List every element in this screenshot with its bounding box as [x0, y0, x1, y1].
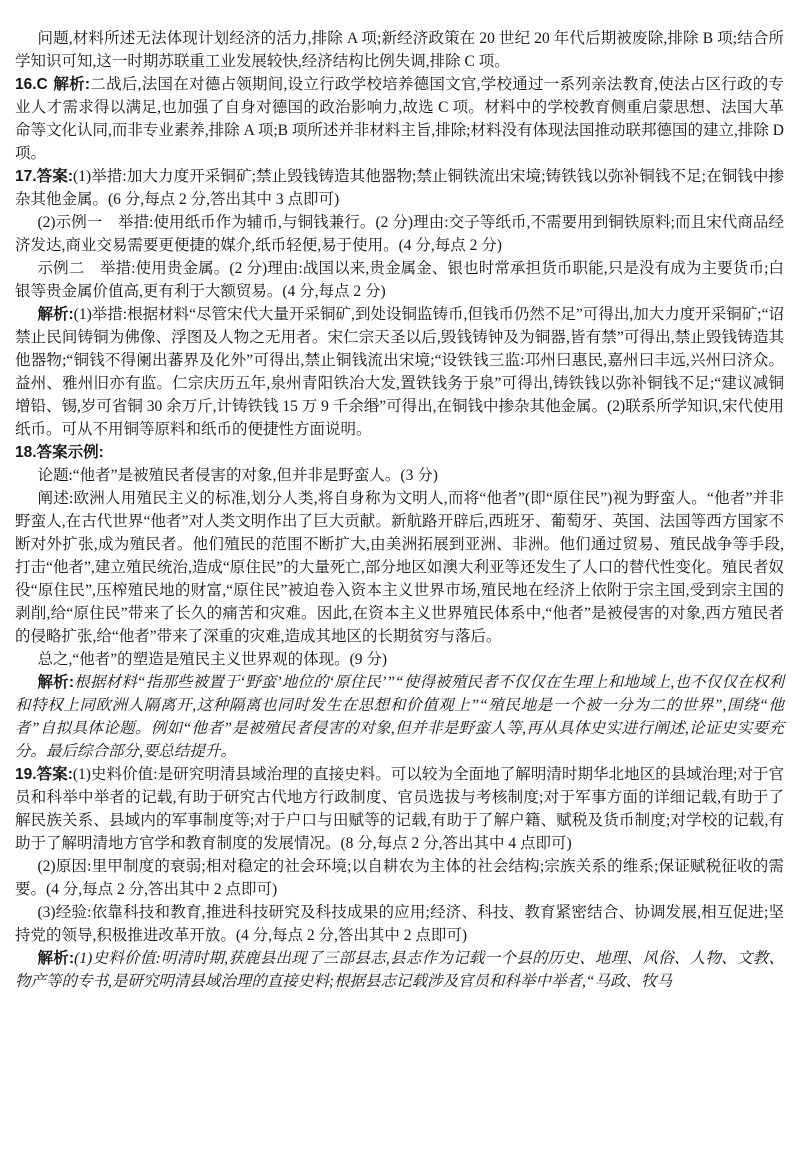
paragraph-text: 总之,“他者”的塑造是殖民主义世界观的体现。(9 分) [37, 651, 388, 668]
analysis-label: 解析: [53, 76, 91, 93]
item-number: 19. [15, 766, 37, 783]
paragraph-text: (1)史料价值:明清时期,获鹿县出现了三部县志,县志作为记载一个县的历史、地理、风俗、人物、文教、物产等的专书,是研究明清县域治理的直接史料;根据县志记载涉及官员和科举中举者,“马政、牧马 [15, 950, 784, 990]
answer-paragraph [15, 855, 784, 901]
item-lead-paragraph [15, 763, 784, 855]
item-lead-paragraph [15, 165, 784, 211]
answer-item-16 [15, 73, 784, 165]
paragraph-text: (2)原因:里甲制度的衰弱;相对稳定的社会环境;以自耕农为主体的社会结构;宗族关系的维系;保证赋税征收的需要。(4 分,每点 2 分,答出其中 2 点即可) [15, 858, 784, 898]
analysis-paragraph [15, 303, 784, 441]
elaboration-paragraph [15, 487, 784, 648]
answer-paragraph [15, 257, 784, 303]
answer-item-17 [15, 165, 784, 441]
item-number: 17. [15, 168, 37, 185]
paragraph-text: 问题,材料所述无法体现计划经济的活力,排除 A 项;新经济政策在 20 世纪 20 年代后期被废除,排除 B 项;结合所学知识可知,这一时期苏联重工业发展较快,经济结构比例失调,排除 C 项。 [15, 30, 784, 70]
answer-label: 答案: [36, 766, 73, 783]
paragraph-text: (1)举措:加大力度开采铜矿;禁止毁钱铸造其他器物;禁止铜铁流出宋境;铸铁钱以弥补铜钱不足;在铜钱中掺杂其他金属。(6 分,每点 2 分,答出其中 3 点即可) [15, 168, 784, 208]
paragraph-text: 阐述:欧洲人用殖民主义的标准,划分人类,将自身称为文明人,而将“他者”(即“原住民”)视为野蛮人。“他者”并非野蛮人,在古代世界“他者”对人类文明作出了巨大贡献。新航路开辟后,西班牙、葡萄牙、英国、法国等西方国家不断对外扩张,成为殖民者。他们殖民的范围不断扩大,由美洲拓展到亚洲、非洲。他们通过贸易、殖民战争等手段,打击“他者”,建立殖民统治,造成“原住民”的大量死亡,部分地区如澳大利亚等还发生了人口的替代性变化。殖民者奴役“原住民”,压榨殖民地的财富,“原住民”被迫卷入资本主义世界市场,殖民地在经济上依附于宗主国,受到宗主国的剥削,给“原住民”带来了长久的痛苦和灾难。因此,在资本主义世界殖民体系中,“他者”是被侵害的对象,西方殖民者的侵略扩张,给“他者”带来了深重的灾难,造成其地区的长期贫穷与落后。 [15, 490, 784, 645]
paragraph-text: 二战后,法国在对德占领期间,设立行政学校培养德国文官,学校通过一系列亲法教育,使法占区行政的专业人才需求得以满足,也加强了自身对德国的政治影响力,故选 C 项。材料中的学校教育侧重启蒙思想、法国大革命等文化认同,而非专业素养,排除 A 项;B 项所述并非材料主旨,排除;材料没有体现法国推动联邦德国的建立,排除 D 项。 [15, 76, 784, 162]
paragraph-text: 论题:“他者”是被殖民者侵害的对象,但并非是野蛮人。(3 分) [37, 467, 438, 484]
item-number: 18. [15, 444, 37, 461]
item-lead-paragraph [15, 73, 784, 165]
analysis-label: 解析: [37, 306, 74, 323]
paragraph-text: (1)史料价值:是研究明清县域治理的直接史料。可以较为全面地了解明清时期华北地区的县域治理;对于官员和科举中举者的记载,有助于研究古代地方行政制度、官员选拔与考核制度;对于军事方面的详细记载,有助于了解民族关系、县域内的军事制度等;对于户口与田赋等的记载,有助于了解户籍、赋税及货币制度;对学校的记载,有助于了解明清地方官学和教育制度的发展情况。(8 分,每点 2 分,答出其中 4 点即可) [15, 766, 784, 852]
analysis-paragraph [15, 947, 784, 993]
answer-paragraph [15, 211, 784, 257]
analysis-label: 解析: [37, 674, 74, 691]
paragraph-text: (3)经验:依靠科技和教育,推进科技研究及科技成果的应用;经济、科技、教育紧密结合、协调发展,相互促进;坚持党的领导,积极推进改革开放。(4 分,每点 2 分,答出其中 2 点即可) [15, 904, 784, 944]
answer-label: 答案: [36, 168, 74, 185]
conclusion-paragraph [15, 648, 784, 671]
continuation-paragraph [15, 27, 784, 73]
paragraph-text: 示例二 举措:使用贵金属。(2 分)理由:战国以来,贵金属金、银也时常承担货币职能,只是没有成为主要货币;白银等贵金属价值高,更有利于大额贸易。(4 分,每点 2 分) [15, 260, 784, 300]
analysis-paragraph [15, 671, 784, 763]
thesis-paragraph [15, 464, 784, 487]
item-lead-paragraph [15, 441, 784, 464]
answer-paragraph [15, 901, 784, 947]
paragraph-text: 根据材料“指那些被置于‘野蛮’地位的‘原住民’”“使得被殖民者不仅仅在生理上和地域上,也不仅仅在权利和特权上同欧洲人隔离开,这种隔离也同时发生在思想和价值观上”“殖民地是一个被一分为二的世界”,围绕“他者”自拟具体论题。例如“他者”是被殖民者侵害的对象,但并非是野蛮人等,再从具体史实进行阐述,论证史实要充分。最后综合部分,要总结提升。 [15, 674, 784, 760]
item-number: 16.C [15, 76, 48, 93]
paragraph-text: (2)示例一 举措:使用纸币作为辅币,与铜钱兼行。(2 分)理由:交子等纸币,不需要用到铜铁原料;而且宋代商品经济发达,商业交易需要更便捷的媒介,纸币轻便,易于使用。(4 分,每点 2 分) [15, 214, 784, 254]
answer-item-18 [15, 441, 784, 763]
paragraph-text: (1)举措:根据材料“尽管宋代大量开采铜矿,到处设铜监铸币,但钱币仍然不足”可得出,加大力度开采铜矿;“诏禁止民间铸铜为佛像、浮图及人物之无用者。宋仁宗天圣以后,毁钱铸钟及为铜器,皆有禁”可得出,禁止毁钱铸造其他器物;“铜钱不得阑出蕃界及化外”可得出,禁止铜钱流出宋境;“设铁钱三监:邛州曰惠民,嘉州曰丰远,兴州曰济众。益州、雅州旧亦有监。仁宗庆历五年,泉州青阳铁冶大发,置铁钱务于泉”可得出,铸铁钱以弥补铜钱不足;“建议减铜增铅、锡,岁可省铜 30 余万斤,计铸铁钱 15 万 9 千余缗”可得出,在铜钱中掺杂其他金属。(2)联系所学知识,宋代使用纸币。可从不用铜等原料和纸币的便捷性方面说明。 [15, 306, 784, 438]
answer-item-19 [15, 763, 784, 993]
analysis-label: 解析: [37, 950, 75, 967]
answer-example-label: 答案示例: [36, 444, 104, 461]
